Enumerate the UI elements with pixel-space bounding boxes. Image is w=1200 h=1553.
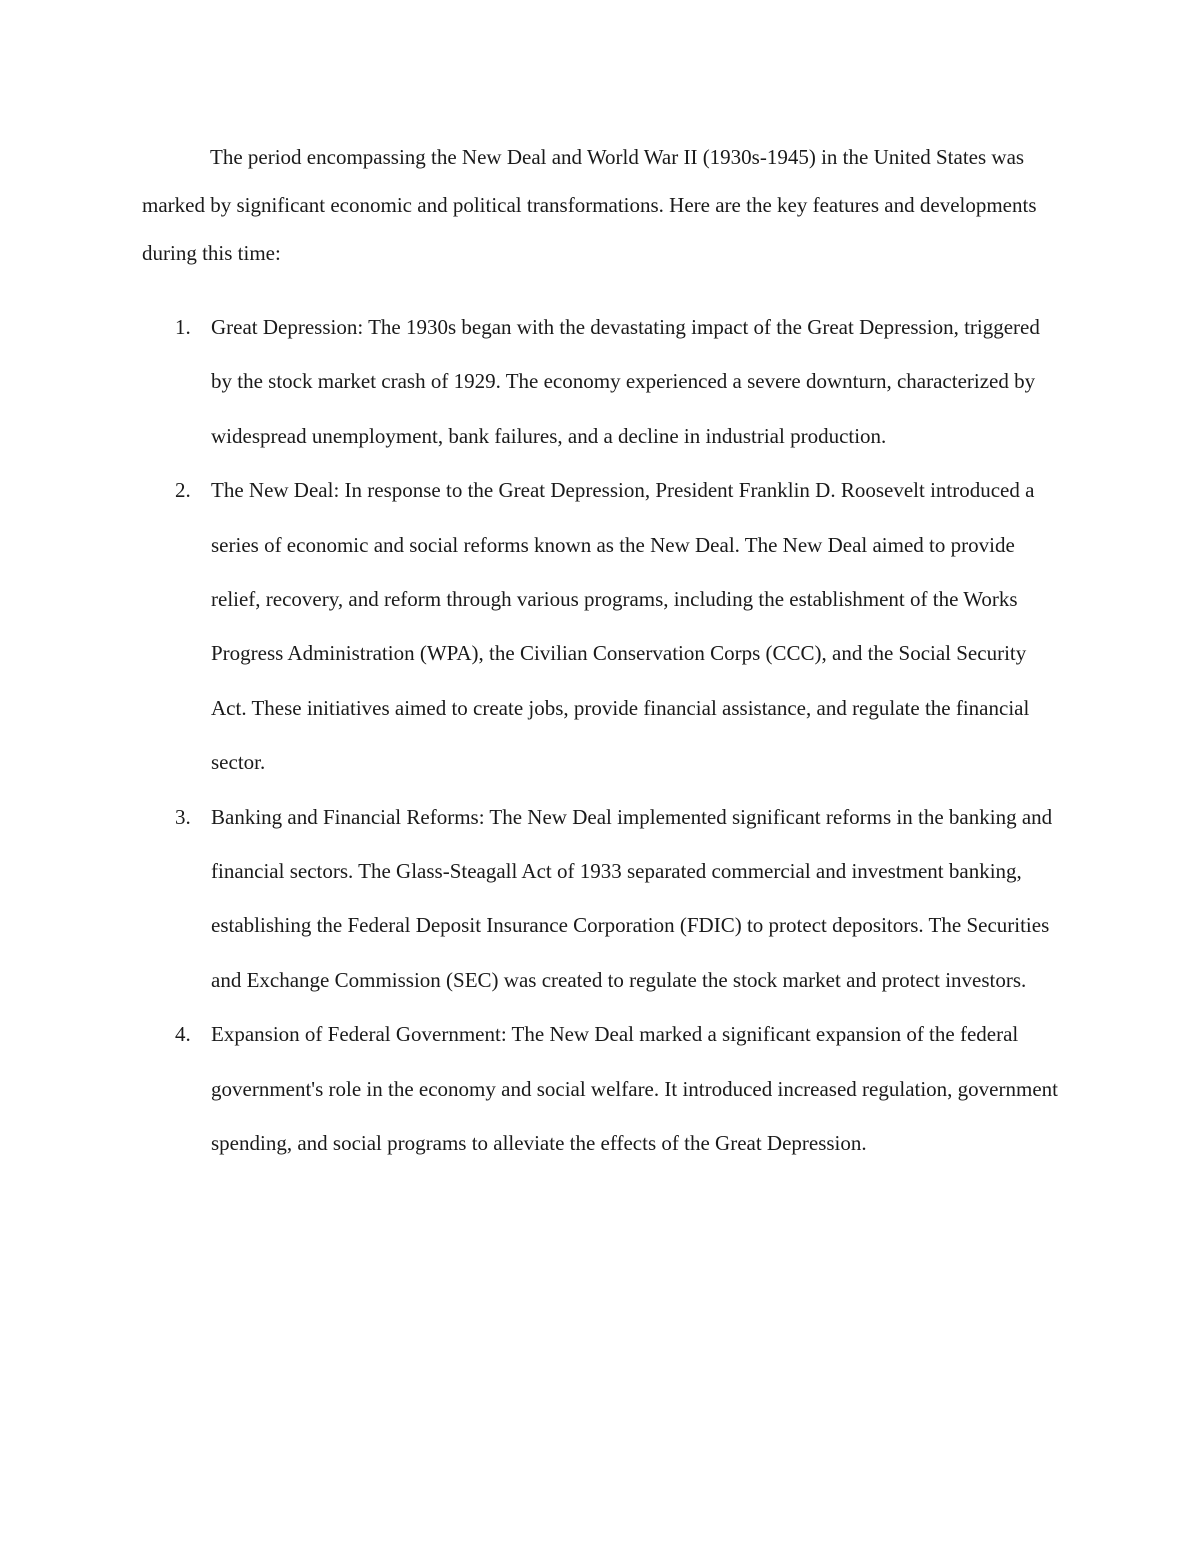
numbered-list: [142, 300, 1064, 1171]
list-item-number: 1.: [175, 315, 191, 339]
list-item: [142, 463, 1064, 789]
list-item-text: The New Deal: In response to the Great Depression, President Franklin D. Roosevelt introduced a series of economic and social reforms known as the New Deal. The New Deal aimed to provide relief, recovery, and reform through various programs, including the establishment of the Works Progress Administration (WPA), the Civilian Conservation Corps (CCC), and the Social Security Act. These initiatives aimed to create jobs, provide financial assistance, and regulate the financial sector.: [211, 478, 1035, 775]
list-item-number: 3.: [175, 804, 191, 829]
intro-paragraph: The period encompassing the New Deal and World War II (1930s-1945) in the United States was marked by significant economic and political transformations. Here are the key features and developments during this time:: [142, 145, 1037, 265]
list-item-number: 2.: [175, 478, 191, 503]
list-item-text: Great Depression: The 1930s began with the devastating impact of the Great Depression, triggered by the stock market crash of 1929. The economy experienced a severe downturn, characterized by widespread unemployment, bank failures, and a decline in industrial production.: [211, 315, 1040, 448]
list-item-number: 4.: [175, 1022, 191, 1047]
list-item: [142, 1007, 1064, 1170]
list-item-text: Expansion of Federal Government: The New Deal marked a significant expansion of the federal government's role in the economy and social welfare. It introduced increased regulation, government spending, and social programs to alleviate the effects of the Great Depression.: [211, 1022, 1058, 1156]
list-item: [142, 790, 1064, 1008]
list-item: [142, 300, 1064, 463]
list-item-text: Banking and Financial Reforms: The New Deal implemented significant reforms in the banking and financial sectors. The Glass-Steagall Act of 1933 separated commercial and investment banking, establishing the Federal Deposit Insurance Corporation (FDIC) to protect depositors. The Securities and Exchange Commission (SEC) was created to regulate the stock market and protect investors.: [211, 804, 1053, 992]
document-body: [142, 133, 1064, 1171]
